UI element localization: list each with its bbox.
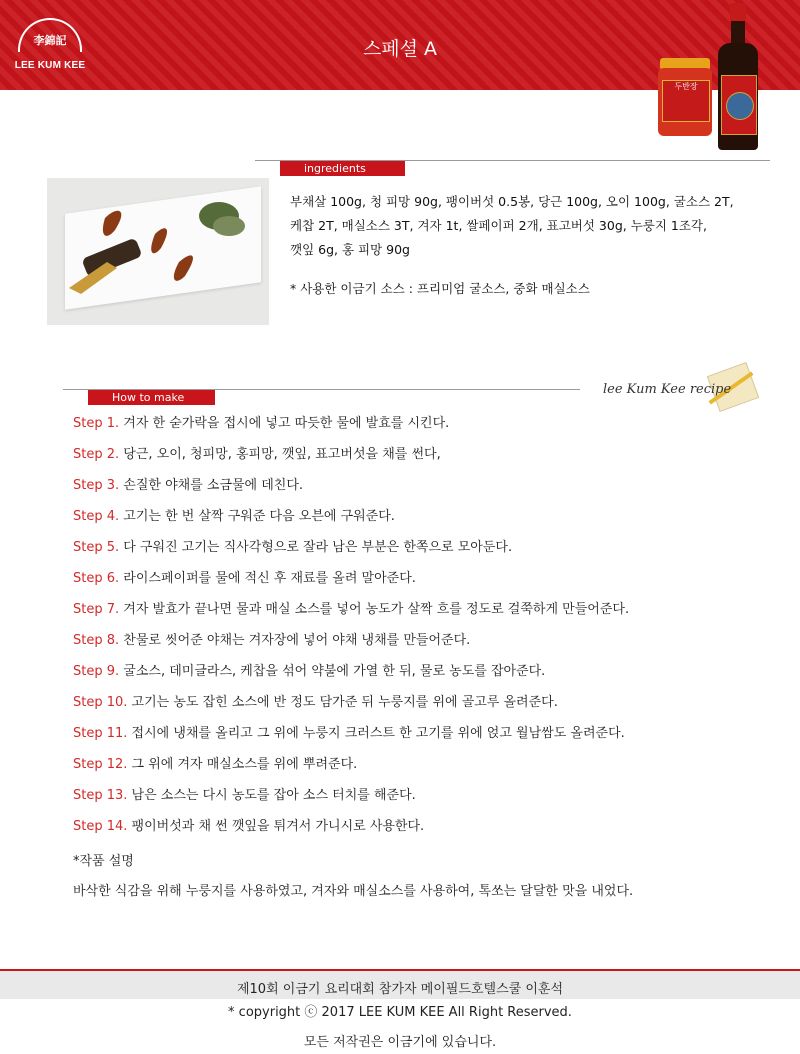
step-text: 접시에 냉채를 올리고 그 위에 누룽지 크러스트 한 고기를 위에 얹고 월남쌈도 올려준다. [127,726,625,741]
step-item [73,501,773,532]
step-number: Step 14. [73,819,128,834]
description-body: 바삭한 식감을 위해 누룽지를 사용하였고, 겨자와 매실소스를 사용하여, 톡쏘는 달달한 맛을 내었다. [73,884,634,899]
step-item [73,532,773,563]
footer-author: 제10회 이금기 요리대회 참가자 메이필드호텔스쿨 이훈석 [236,982,564,997]
step-text: 다 구워진 고기는 직사각형으로 잘라 남은 부분은 한쪽으로 모아둔다. [119,540,513,555]
recipe-signature: lee Kum Kee recipe [603,382,732,397]
step-number: Step 11. [73,726,128,741]
dish-food-drawing [47,178,269,325]
step-text: 찬물로 씻어준 야채는 겨자장에 넣어 야채 냉채를 만들어준다. [119,633,471,648]
logo-english-text: LEE KUM KEE [14,60,86,71]
ingredients-line-3: 깻잎 6g, 홍 피망 90g [290,242,410,257]
step-number: Step 13. [73,788,128,803]
how-to-make-tag: How to make [88,390,215,405]
jar-label [662,80,710,122]
dish-photo [47,178,269,325]
bottle-neck [731,21,745,45]
step-item [73,470,773,501]
step-number: Step 7. [73,602,120,617]
step-item [73,749,773,780]
footer-copyright: * copyright ⓒ 2017 LEE KUM KEE All Right Reserved. [228,1005,572,1020]
step-number: Step 8. [73,633,120,648]
step-text: 굴소스, 데미글라스, 케찹을 섞어 약불에 가열 한 뒤, 물로 농도를 잡아준다. [119,664,546,679]
sauce-note: * 사용한 이금기 소스 : 프리미엄 굴소스, 중화 매실소스 [290,281,590,296]
oyster-sauce-bottle-image [718,3,758,150]
step-item [73,594,773,625]
step-text: 당근, 오이, 청피망, 홍피망, 깻잎, 표고버섯을 채를 썬다, [119,447,441,462]
steps-list [73,408,773,842]
bottle-label-emblem-icon [726,92,754,120]
sauce-swoosh-1 [103,211,121,236]
step-text: 라이스페이퍼를 물에 적신 후 재료를 올려 말아준다. [119,571,416,586]
step-number: Step 12. [73,757,128,772]
step-item [73,439,773,470]
ingredients-list [290,190,760,262]
step-text: 겨자 발효가 끝나면 물과 매실 소스를 넣어 농도가 살짝 흐를 정도로 걸쭉하게 만들어준다. [119,602,630,617]
step-item [73,687,773,718]
step-item [73,780,773,811]
beef-piece [81,237,142,277]
step-item [73,718,773,749]
ingredients-line-2: 케찹 2T, 매실소스 3T, 겨자 1t, 쌀페이퍼 2개, 표고버섯 30g, 누룽지 1조각, [290,218,707,233]
step-number: Step 5. [73,540,120,555]
step-item [73,625,773,656]
step-text: 그 위에 겨자 매실소스를 위에 뿌려준다. [127,757,358,772]
logo-chinese-text: 李錦記 [33,34,67,47]
step-text: 겨자 한 숟가락을 접시에 넣고 따듯한 물에 발효를 시킨다. [119,416,450,431]
ingredients-tag: ingredients [280,161,405,176]
doubanjiang-jar-image [658,58,712,136]
step-text: 팽이버섯과 채 썬 깻잎을 튀겨서 가니시로 사용한다. [127,819,425,834]
ingredients-line-1: 부채살 100g, 청 피망 90g, 팽이버섯 0.5봉, 당근 100g, 오이 100g, 굴소스 2T, [290,194,734,209]
step-item [73,563,773,594]
step-number: Step 1. [73,416,120,431]
step-text: 손질한 야채를 소금물에 데친다. [119,478,304,493]
jar-label-text: 두반장 [674,82,698,91]
bottle-cap [730,3,746,23]
step-text: 고기는 한 번 살짝 구워준 다음 오븐에 구워준다. [119,509,395,524]
step-item [73,408,773,439]
step-text: 남은 소스는 다시 농도를 잡아 소스 터치를 해준다. [127,788,416,803]
step-number: Step 3. [73,478,120,493]
rice-paper-roll-2 [213,216,245,236]
step-number: Step 9. [73,664,120,679]
step-number: Step 10. [73,695,128,710]
bottle-label [721,75,757,135]
step-number: Step 4. [73,509,120,524]
footer-rights: 모든 저작권은 이금기에 있습니다. [303,1035,497,1050]
description-title: *작품 설명 [73,854,134,869]
step-number: Step 2. [73,447,120,462]
sauce-swoosh-3 [174,255,193,280]
step-text: 고기는 농도 잡힌 소스에 반 정도 담가준 뒤 누룽지를 위에 골고루 올려준다. [127,695,558,710]
sauce-swoosh-2 [151,228,167,253]
step-number: Step 6. [73,571,120,586]
step-item [73,656,773,687]
step-item [73,811,773,842]
page-title: 스페셜 A [362,38,438,60]
